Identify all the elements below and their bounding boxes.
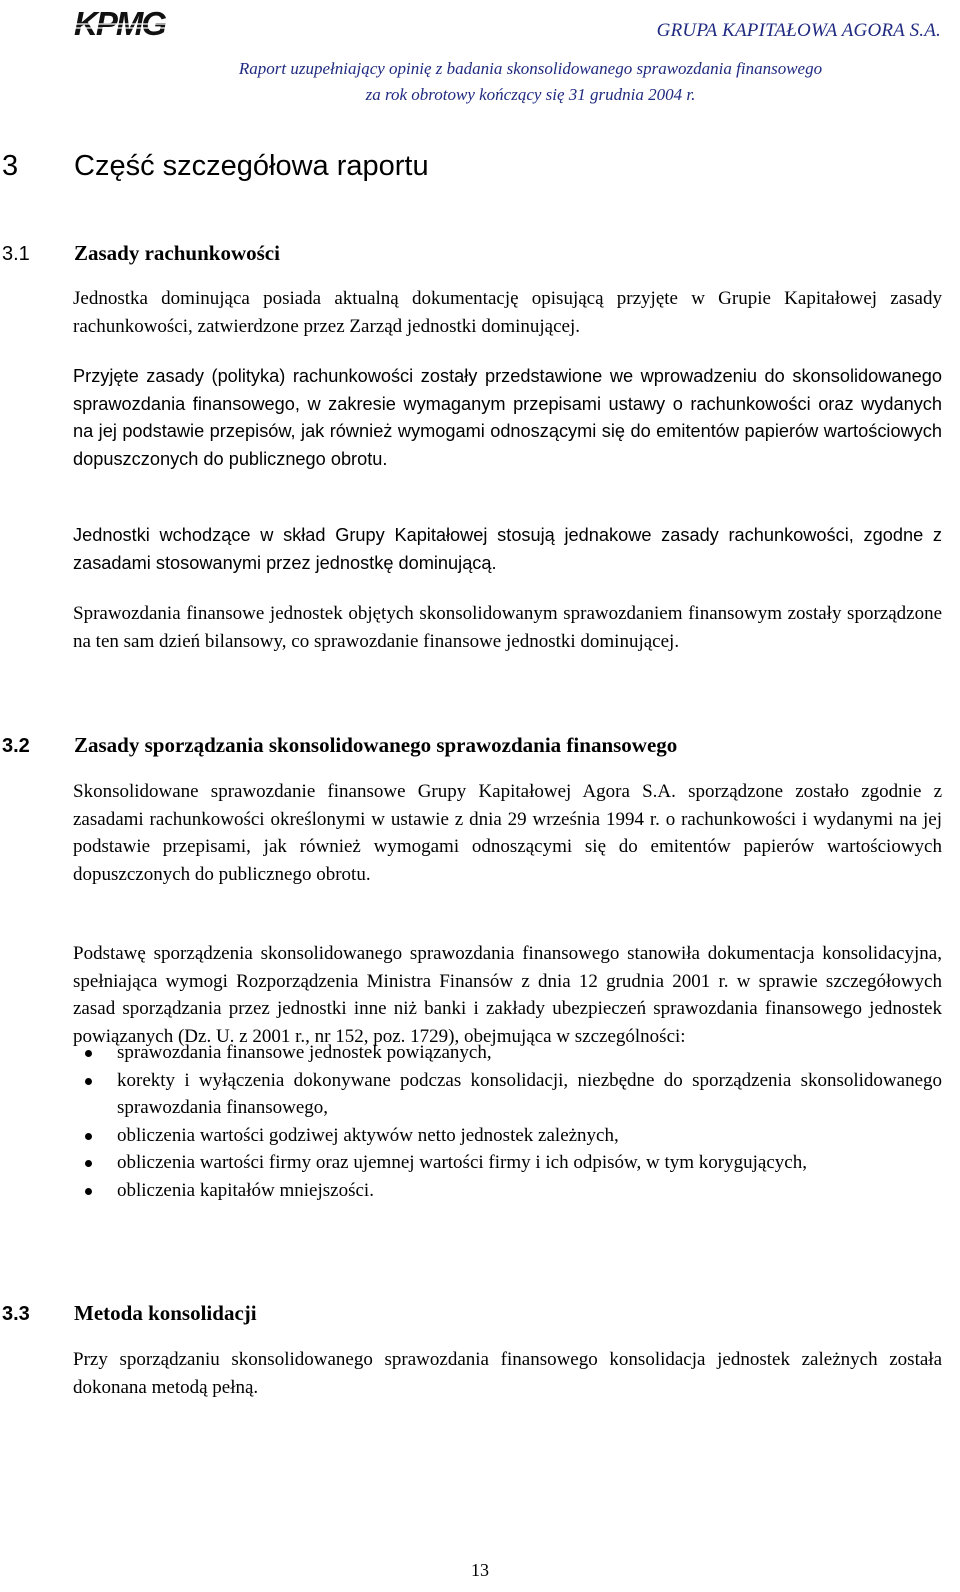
section-3-3-title: Metoda konsolidacji <box>74 1301 257 1325</box>
section-3-3-number: 3.3 <box>2 1303 30 1325</box>
header-subtitle-line2: za rok obrotowy kończący się 31 grudnia 2004 r. <box>365 85 696 104</box>
section-3-2-bullet-list <box>73 1039 942 1204</box>
chapter-title: Część szczegółowa raportu <box>74 150 429 182</box>
section-3-2-paragraph-2: Podstawę sporządzenia skonsolidowanego sprawozdania finansowego stanowiła dokumentacja konsolidacyjna, spełniająca wymogi Rozporządzenia Ministra Finansów z dnia 12 grudnia 2001 r. w sprawie szczegółowych zasad sporządzania przez jednostki inne niż banki i zakłady ubezpieczeń sprawozdania finansowego jednostek powiązanych (Dz. U. z 2001 r., nr 152, poz. 1729), obejmująca w szczególności: <box>73 943 942 1047</box>
header-company-name: GRUPA KAPITAŁOWA AGORA S.A. <box>656 20 941 41</box>
section-3-1-heading <box>2 241 280 266</box>
header-subtitle-line1: Raport uzupełniający opinię z badania skonsolidowanego sprawozdania finansowego <box>238 59 823 78</box>
section-3-1-number: 3.1 <box>2 243 30 265</box>
section-3-2-heading <box>2 733 677 758</box>
list-item: korekty i wyłączenia dokonywane podczas konsolidacji, niezbędne do sporządzenia skonsolidowanego sprawozdania finansowego, <box>73 1067 942 1122</box>
section-3-3-paragraph-1: Przy sporządzaniu skonsolidowanego sprawozdania finansowego konsolidacja jednostek zależnych została dokonana metodą pełną. <box>73 1349 942 1398</box>
chapter-heading <box>2 150 429 183</box>
list-item: obliczenia wartości firmy oraz ujemnej wartości firmy i ich odpisów, w tym korygujących, <box>73 1149 942 1177</box>
list-item: obliczenia kapitałów mniejszości. <box>73 1177 942 1205</box>
section-3-1-paragraph-1: Jednostka dominująca posiada aktualną dokumentację opisującą przyjęte w Grupie Kapitałowej zasady rachunkowości, zatwierdzone przez Zarząd jednostki dominującej. <box>73 288 942 337</box>
list-item: obliczenia wartości godziwej aktywów netto jednostek zależnych, <box>73 1122 942 1150</box>
section-3-2-paragraph-1: Skonsolidowane sprawozdanie finansowe Grupy Kapitałowej Agora S.A. sporządzone zostało zgodnie z zasadami rachunkowości określonymi w ustawie z dnia 29 września 1994 r. o rachunkowości i wydanymi na jej podstawie przepisami, jak również wymogami odnoszącymi się do emitentów papierów wartościowych dopuszczonych do publicznego obrotu. <box>73 781 942 885</box>
page-number: 13 <box>471 1560 489 1580</box>
section-3-2-number: 3.2 <box>2 735 30 757</box>
svg-text:KPMG: KPMG <box>74 5 165 40</box>
section-3-3-heading <box>2 1301 257 1326</box>
section-3-2-title: Zasady sporządzania skonsolidowanego sprawozdania finansowego <box>74 733 678 757</box>
section-3-1-paragraph-4: Sprawozdania finansowe jednostek objętych skonsolidowanym sprawozdaniem finansowym zostały sporządzone na ten sam dzień bilansowy, co sprawozdanie finansowe jednostki dominującej. <box>73 603 942 652</box>
list-item: sprawozdania finansowe jednostek powiązanych, <box>73 1039 942 1067</box>
section-3-1-paragraph-3: Jednostki wchodzące w skład Grupy Kapitałowej stosują jednakowe zasady rachunkowości, zgodne z zasadami stosowanymi przez jednostkę dominującą. <box>73 525 942 573</box>
section-3-1-paragraph-2: Przyjęte zasady (polityka) rachunkowości zostały przedstawione we wprowadzeniu do skonsolidowanego sprawozdania finansowego, w zakresie wymaganym przepisami ustawy o rachunkowości oraz wydanych na jej podstawie przepisów, jak również wymogami odnoszącymi się do emitentów papierów wartościowych dopuszczonych do publicznego obrotu. <box>73 366 942 469</box>
section-3-1-title: Zasady rachunkowości <box>74 241 280 265</box>
kpmg-logo <box>72 4 168 40</box>
chapter-number: 3 <box>2 150 19 182</box>
